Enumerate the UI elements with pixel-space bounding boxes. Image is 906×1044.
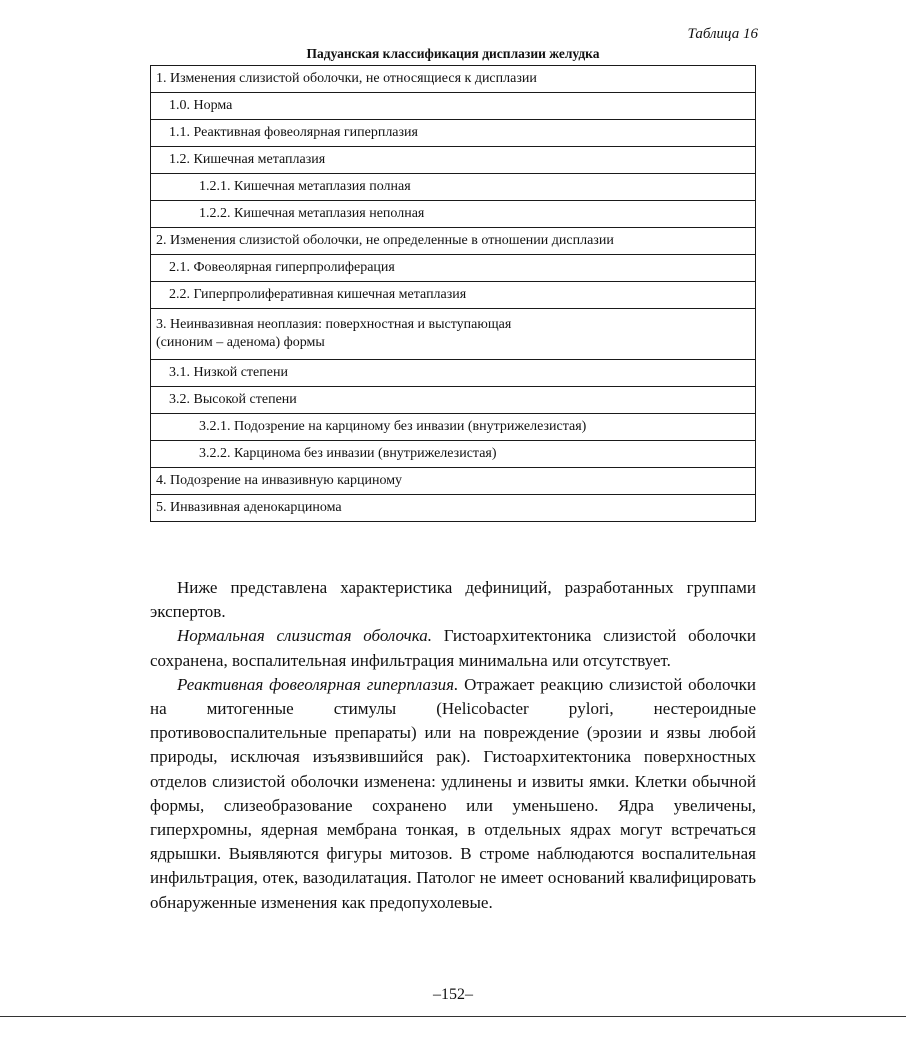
table-cell [151,441,756,468]
table-row [151,66,756,93]
table-cell [151,282,756,309]
row-label: 1.2. Кишечная метаплазия [169,152,326,167]
row-label: 2.2. Гиперпролиферативная кишечная метаплазия [169,287,467,302]
row-label: 1.2.1. Кишечная метаплазия полная [199,179,411,194]
table-cell [151,495,756,522]
row-label: 3.2.1. Подозрение на карциному без инвазии (внутрижелезистая) [199,419,587,434]
table-cell [151,93,756,120]
paragraph-text: Гистоархитектоника слизистой оболочки сохранена, воспалительная инфильтрация минимальна или отсутствует. [150,626,756,670]
table-cell [151,309,756,360]
table-row [151,414,756,441]
body-text [150,576,756,915]
table-cell [151,201,756,228]
row-label: 1. Изменения слизистой оболочки, не относящиеся к дисплазии [156,71,537,86]
table-row [151,93,756,120]
row-label: 5. Инвазивная аденокарцинома [156,500,342,515]
table-row [151,147,756,174]
row-label: 1.2.2. Кишечная метаплазия неполная [199,206,425,221]
table-row [151,174,756,201]
row-label: 3.2.2. Карцинома без инвазии (внутрижелезистая) [199,446,497,461]
paragraph [150,673,756,915]
table-cell [151,120,756,147]
table-row [151,387,756,414]
table-row [151,309,756,360]
paragraph-text: Отражает реакцию слизистой оболочки на митогенные стимулы (Helicobacter pylori, нестероидные противовоспалительные препараты) или на повреждение (эрозии и язвы любой природы, исключая изъязвившийся рак). Гистоархитектоника поверхностных отделов слизистой оболочки изменена: удлинены и извиты ямки. Клетки обычной формы, слизеобразование сохранено или уменьшено. Ядра увеличены, гиперхромны, ядерная мембрана тонкая, в отдельных ядрах могут встречаться ядрышки. Выявляются фигуры митозов. В строме наблюдаются воспалительная инфильтрация, отек, вазодилатация. Патолог не имеет оснований квалифицировать обнаруженные изменения как предопухолевые. [150,674,757,912]
table-cell [151,66,756,93]
page-number: –152– [433,986,473,1003]
paragraph [150,624,756,672]
page-bottom-rule [0,1016,906,1017]
table-row [151,255,756,282]
table-row [151,201,756,228]
paragraph-term: Реактивная фовеолярная гиперплазия. [177,674,459,694]
paragraph [150,576,756,624]
table-row [151,441,756,468]
table-row [151,360,756,387]
row-label: 1.1. Реактивная фовеолярная гиперплазия [169,125,418,140]
table-title: Падуанская классификация дисплазии желудка [306,46,600,61]
table-cell [151,414,756,441]
row-label-continuation: (синоним – аденома) формы [156,335,325,350]
paragraph-term: Нормальная слизистая оболочка. [177,626,432,646]
table-cell [151,468,756,495]
table-row [151,282,756,309]
table-row [151,228,756,255]
table-row [151,120,756,147]
classification-table [150,65,756,522]
table-cell [151,387,756,414]
row-label: 2. Изменения слизистой оболочки, не определенные в отношении дисплазии [156,233,614,248]
table-cell [151,255,756,282]
paragraph-text: Ниже представлена характеристика дефиниций, разработанных группами экспертов. [150,578,756,622]
table-cell [151,174,756,201]
row-label: 4. Подозрение на инвазивную карциному [156,473,403,488]
table-row [151,468,756,495]
row-label: 3. Неинвазивная неоплазия: поверхностная и выступающая [156,317,512,332]
table-cell [151,360,756,387]
row-label: 2.1. Фовеолярная гиперпролиферация [169,260,395,275]
table-cell [151,228,756,255]
row-label: 1.0. Норма [169,98,233,113]
table-row [151,495,756,522]
table-label: Таблица 16 [687,26,758,42]
row-label: 3.2. Высокой степени [169,392,297,407]
row-label: 3.1. Низкой степени [169,365,288,380]
table-cell [151,147,756,174]
